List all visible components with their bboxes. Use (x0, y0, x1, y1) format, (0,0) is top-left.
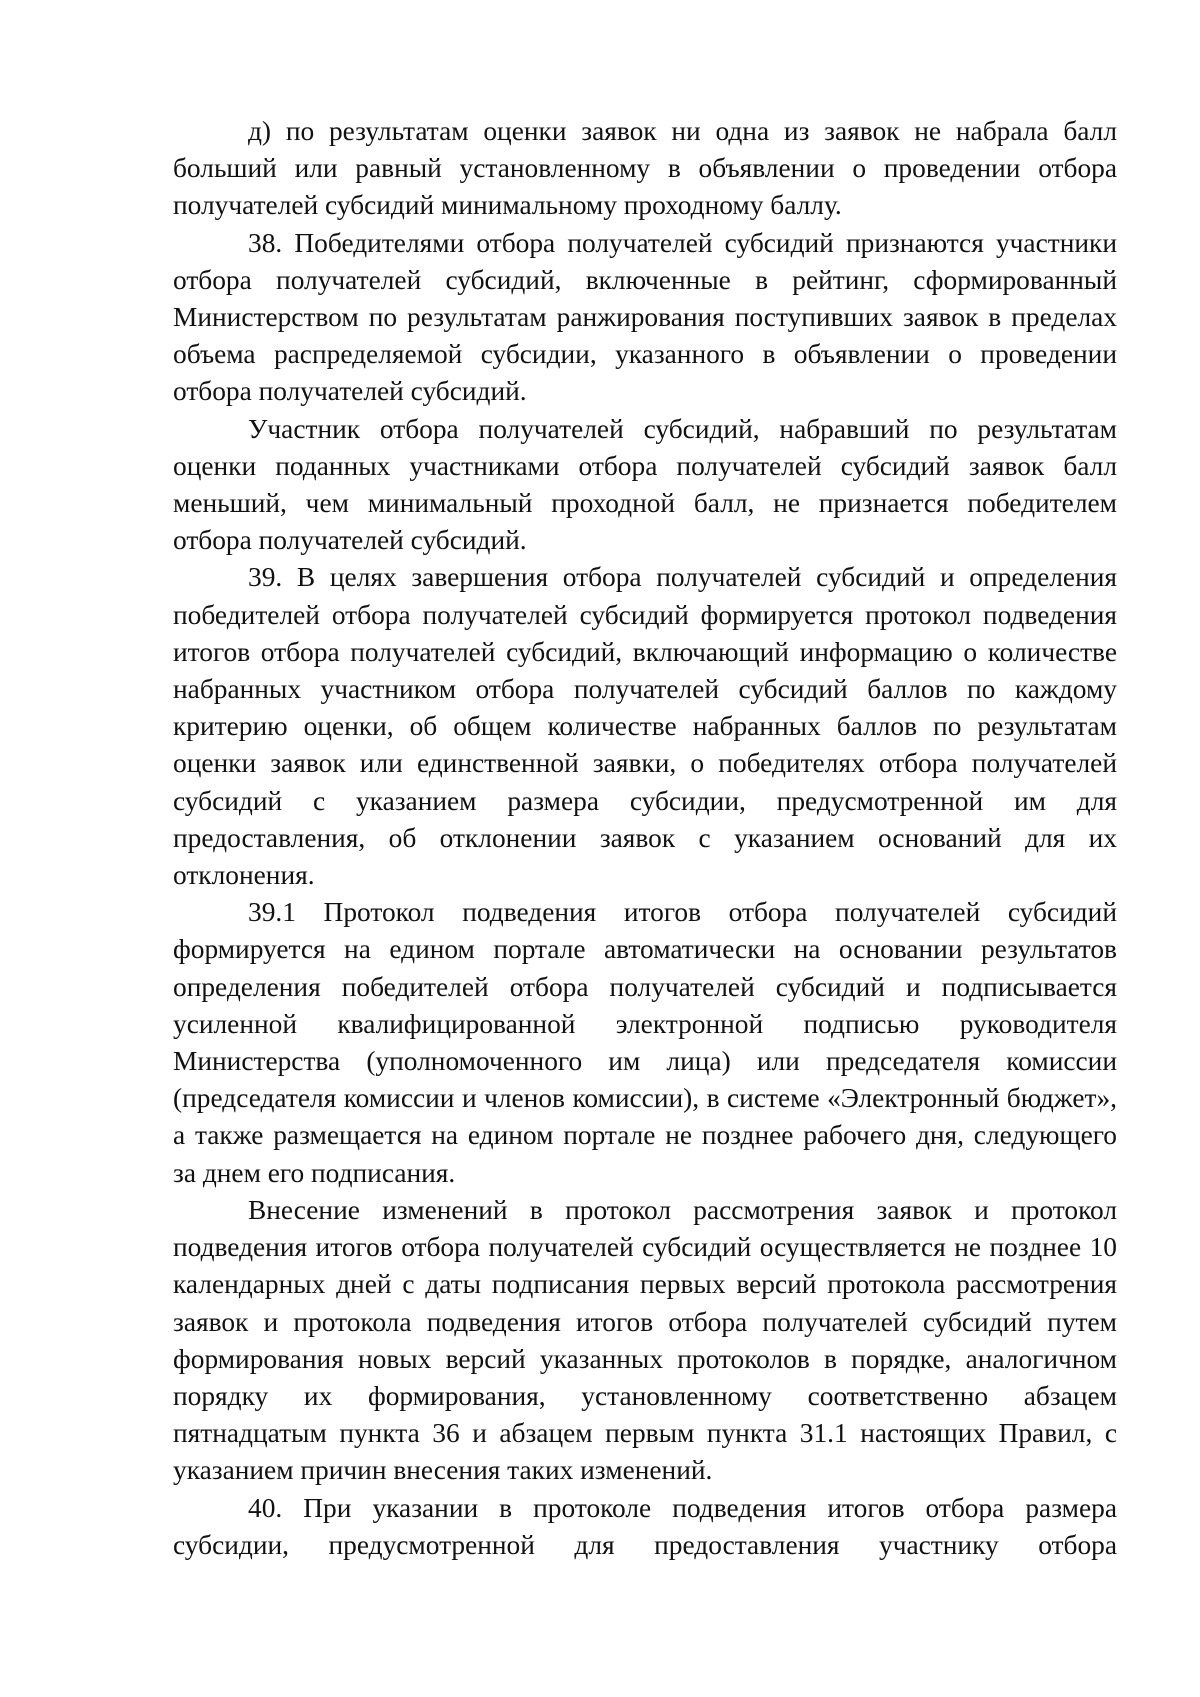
paragraph-39-1: 39.1 Протокол подведения итогов отбора получателей субсидий формируется на едином портале автоматически на основании результатов определения победителей отбора получателей субсидий и подписывается усиленной квалифицированной электронной подписью руководителя Министерства (уполномоченного им лица) или председателя комиссии (председателя комиссии и членов комиссии), в системе «Электронный бюджет», а также размещается на едином портале не позднее рабочего дня, следующего за днем его подписания. (173, 897, 1117, 1188)
paragraph-item-d: д) по результатам оценки заявок ни одна из заявок не набрала балл больший или равный установленному в объявлении о проведении отбора получателей субсидий минимальному проходному баллу. (173, 116, 1117, 221)
paragraph-39-1-amendments: Внесение изменений в протокол рассмотрения заявок и протокол подведения итогов отбора получателей субсидий осуществляется не позднее 10 календарных дней с даты подписания первых версий протокола рассмотрения заявок и протокола подведения итогов отбора получателей субсидий путем формирования новых версий указанных протоколов в порядке, аналогичном порядку их формирования, установленному соответственно абзацем пятнадцатым пункта 36 и абзацем первым пункта 31.1 настоящих Правил, с указанием причин внесения таких изменений. (173, 1194, 1117, 1486)
document-page (173, 113, 1117, 1564)
paragraph-38: 38. Победителями отбора получателей субсидий признаются участники отбора получателей субсидий, включенные в рейтинг, сформированный Министерством по результатам ранжирования поступивших заявок в пределах объема распределяемой субсидии, указанного в объявлении о проведении отбора получателей субсидий. (173, 227, 1117, 407)
paragraph-39: 39. В целях завершения отбора получателей субсидий и определения победителей отбора получателей субсидий формируется протокол подведения итогов отбора получателей субсидий, включающий информацию о количестве набранных участником отбора получателей субсидий баллов по каждому критерию оценки, об общем количестве набранных баллов по результатам оценки заявок или единственной заявки, о победителях отбора получателей субсидий с указанием размера субсидии, предусмотренной им для предоставления, об отклонении заявок с указанием оснований для их отклонения. (173, 562, 1117, 891)
paragraph-38-participant: Участник отбора получателей субсидий, набравший по результатам оценки поданных участниками отбора получателей субсидий заявок балл меньший, чем минимальный проходной балл, не признается победителем отбора получателей субсидий. (173, 413, 1117, 556)
paragraph-40: 40. При указании в протоколе подведения итогов отбора размера субсидии, предусмотренной для предоставления участнику отбора (173, 1492, 1117, 1560)
